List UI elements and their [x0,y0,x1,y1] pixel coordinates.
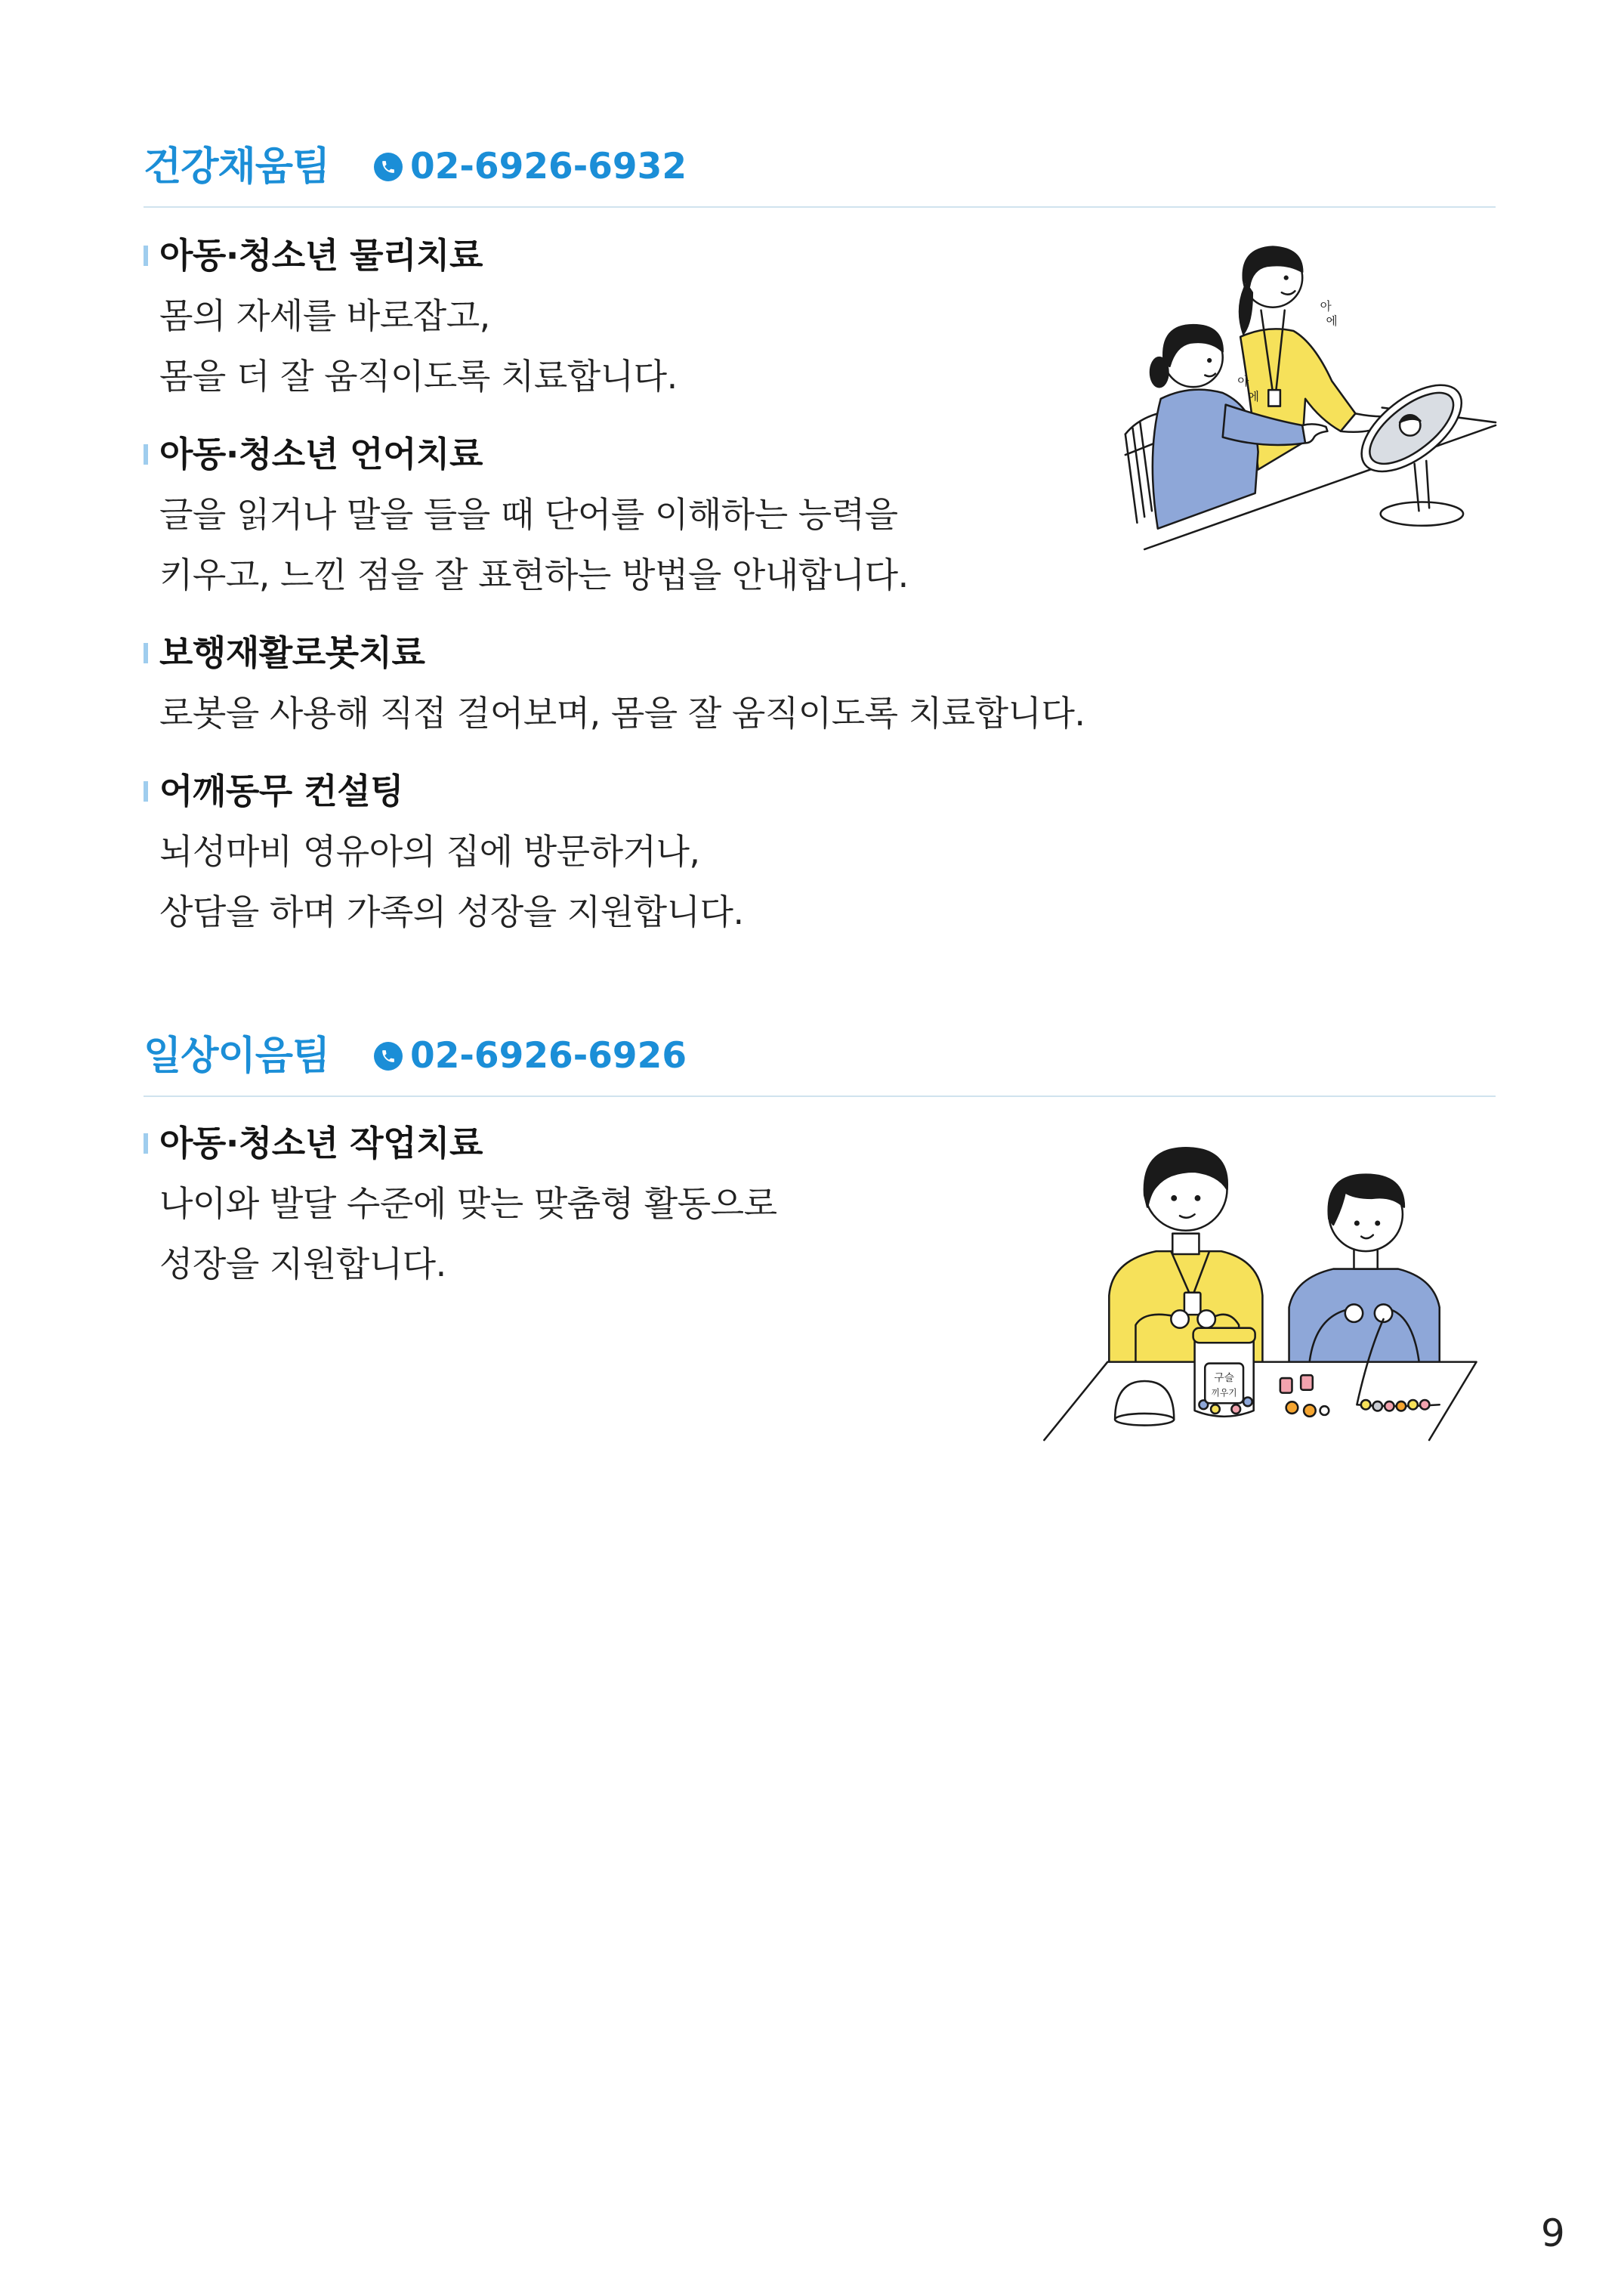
title-bar [144,444,148,465]
service-item [144,1113,1125,1294]
service-description-line: 로봇을 사용해 직접 걸어보며, 몸을 잘 움직이도록 치료합니다. [159,693,1085,734]
child-figure [1289,1175,1440,1367]
phone-icon [374,153,403,181]
service-title: 보행재활로봇치료 [159,632,425,673]
title-bar [144,1133,148,1154]
section-divider [144,206,1496,208]
service-title: 어깨동무 컨설팅 [159,771,404,811]
bead-bowl [1115,1381,1174,1426]
service-description-line: 나이와 발달 수준에 맞는 맞춤형 활동으로 [159,1183,777,1224]
service-item [144,225,1125,406]
service-title: 아동·청소년 언어치료 [159,434,483,474]
service-title-wrap [144,623,1125,683]
mirror [1347,369,1476,526]
service-item [144,761,1125,942]
phone-icon [374,1042,403,1071]
service-title-wrap [144,424,1125,484]
team-header-health [144,141,899,193]
therapy-mirror-illustration [1119,233,1497,552]
service-title: 아동·청소년 물리치료 [159,235,483,276]
title-bar [144,781,148,802]
service-item [144,623,1125,743]
service-description-line: 몸의 자세를 바로잡고, [159,295,490,336]
page-number: 9 [1541,2211,1565,2255]
bead-threading-illustration [1041,1130,1478,1443]
service-description-line: 키우고, 느낀 점을 잘 표현하는 방법을 안내합니다. [159,555,909,595]
service-item [144,424,1125,605]
team-name: 건강채움팀 [144,144,330,190]
service-title-wrap [144,1113,1125,1173]
title-bar [144,643,148,663]
team-header-daily-life [144,1030,899,1083]
section-divider [144,1096,1496,1097]
team-name: 일상이음팀 [144,1034,330,1079]
sound-label: 에 [1326,314,1338,329]
jar-label-line: 구슬 [1214,1371,1234,1384]
sound-label: 에 [1247,389,1260,403]
service-title-wrap [144,761,1125,821]
service-description-line: 성장을 지원합니다. [159,1244,446,1284]
sound-label: 아 [1237,375,1249,389]
service-title: 아동·청소년 작업치료 [159,1123,483,1163]
service-list-daily-life [144,1113,1125,1312]
jar-label-line: 끼우기 [1211,1387,1237,1398]
phone-number: 02-6926-6926 [410,1035,687,1077]
service-description-line: 몸을 더 잘 움직이도록 치료합니다. [159,356,678,397]
sound-label: 아 [1320,299,1332,314]
service-description-line: 뇌성마비 영유아의 집에 방문하거나, [159,831,700,872]
service-title-wrap [144,225,1125,286]
title-bar [144,246,148,266]
service-description-line: 글을 읽거나 말을 들을 때 단어를 이해하는 능력을 [159,494,898,535]
service-description-line: 상담을 하며 가족의 성장을 지원합니다. [159,892,744,932]
service-list-health [144,225,1125,960]
phone-number: 02-6926-6932 [410,146,687,187]
